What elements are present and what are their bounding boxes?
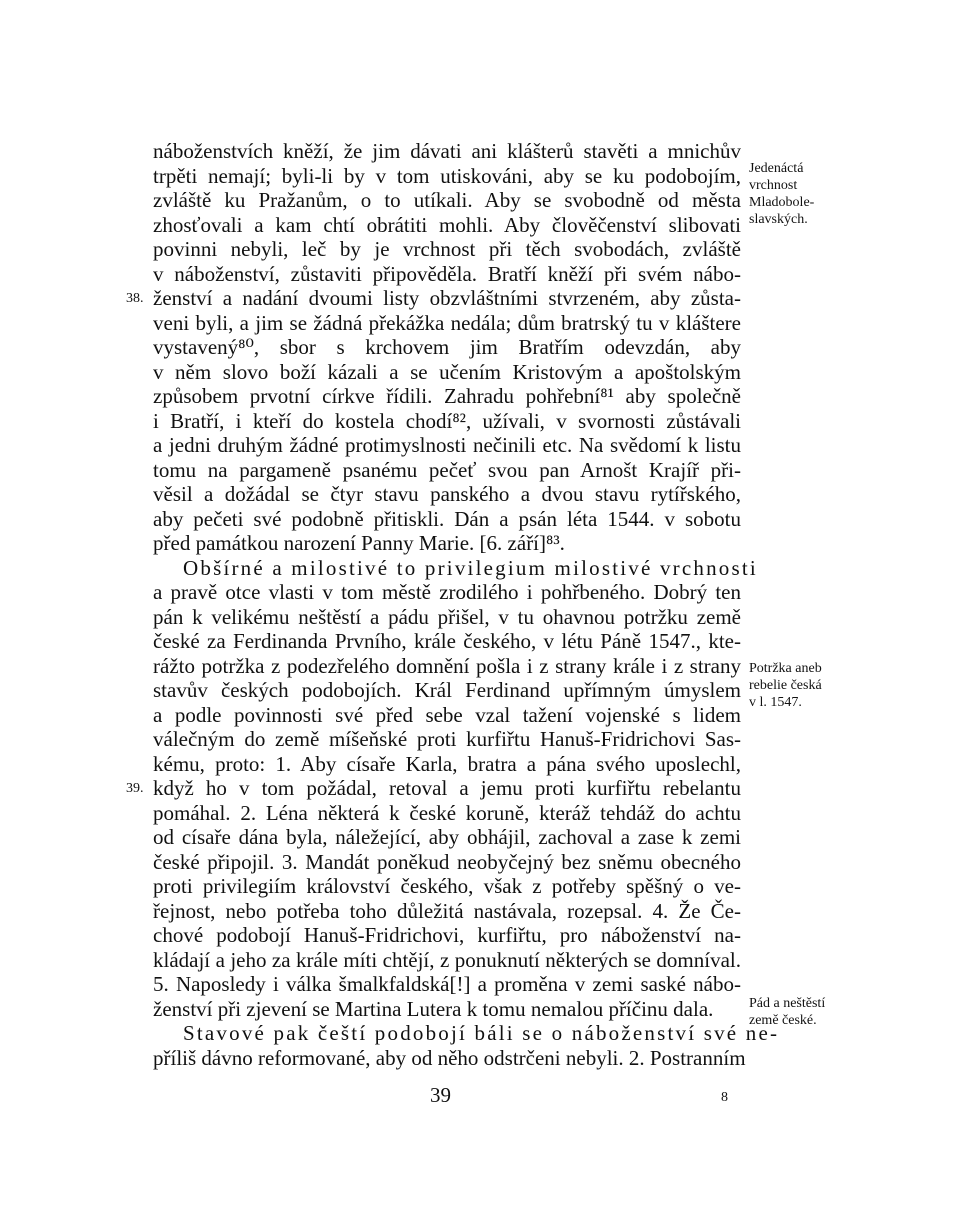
line-number: 38. — [126, 291, 144, 306]
text-line: způsobem prvotní církve řídili. Zahradu pohřební⁸¹ aby společně — [153, 384, 741, 408]
text-line: Stavové pak čeští podobojí báli se o náboženství své ne- — [183, 1021, 780, 1045]
text-line: aby pečeti své podobně přitiskli. Dán a psán léta 1544. v sobotu — [153, 506, 741, 531]
text-line: vystavený⁸⁰, sbor s krchovem jim Bratřím odevzdán, aby — [153, 335, 741, 359]
text-line: ženství při zjevení se Martina Lutera k tomu nemalou příčinu dala. — [153, 996, 714, 1021]
text-line: chové podobojí Hanuš-Fridrichovi, kurfiřtu, pro náboženství na- — [153, 923, 741, 947]
text-line: stavův českých podobojích. Král Ferdinand upřímným úmyslem — [153, 678, 741, 702]
text-line: a jedni druhým žádné protimyslnosti nečinili etc. Na svědomí k listu — [153, 433, 741, 457]
margin-note-1: Jedenáctá vrchnost Mladobole- slavských. — [749, 161, 815, 227]
text-line: pán k velikému neštěstí a pádu přišel, v tu ohavnou potržku země — [153, 604, 741, 629]
line-number: 39. — [126, 781, 144, 796]
text-line: v náboženství, zůstaviti připověděla. Bratří kněží při svém nábo- — [153, 261, 741, 286]
text-line: náboženstvích kněží, že jim dávati ani klášterů stavěti a mnichův — [153, 139, 741, 163]
text-line: řejnost, nebo potřeba toho důležitá nastávala, rozepsal. 4. Že Če- — [153, 898, 741, 923]
text-line: a pravě otce vlasti v tom městě zrodilého i pohřbeného. Dobrý ten — [153, 580, 741, 604]
text-line: když ho v tom požádal, retoval a jemu proti kurfiřtu rebelantu — [153, 776, 741, 800]
text-line: v něm slovo boží kázali a se učením Kristovým a apoštolským — [153, 359, 741, 384]
text-line: zhosťovali a kam chtí obrátiti mohli. Aby člověčenství slibovati — [153, 212, 741, 237]
text-line: ženství a nadání dvoumi listy obzvláštními stvrzeném, aby zůsta- — [153, 286, 741, 310]
text-line: příliš dávno reformované, aby od něho odstrčeni nebyli. 2. Postranním — [153, 1045, 746, 1070]
text-line: 5. Naposledy i válka šmalkfaldská[!] a proměna v zemi saské nábo- — [153, 972, 741, 996]
text-line: před památkou narození Panny Marie. [6. září]⁸³. — [153, 531, 565, 555]
text-line: tomu na pargameně psanému pečeť svou pan Arnošt Krajíř při- — [153, 457, 741, 482]
text-line: Obšírné a milostivé to privilegium milostivé vrchnosti — [183, 555, 758, 580]
text-line: rážto potržka z podezřelého domnění pošla i z strany krále i z strany — [153, 653, 741, 678]
margin-note-3: Pád a neštěstí země české. — [749, 996, 826, 1028]
text-line: kému, proto: 1. Aby císaře Karla, bratra a pána svého uposlechl, — [153, 751, 741, 776]
text-line: věsil a dožádal se čtyr stavu panského a dvou stavu rytířského, — [153, 482, 741, 506]
text-line: veni byli, a jim se žádná překážka nedála; dům bratrský tu v kláštere — [153, 310, 741, 335]
page-number: 39 — [430, 1083, 451, 1107]
margin-note-2: Potržka aneb rebelie česká v l. 1547. — [749, 661, 822, 710]
text-line: proti privilegiím království českého, však z potřeby spěšný o ve- — [153, 874, 741, 898]
text-line: povinni nebyli, leč by je vrchnost při těch svobodách, zvláště — [153, 237, 741, 261]
text-line: české připojil. 3. Mandát poněkud neobyčejný bez sněmu obecného — [153, 849, 741, 874]
text-line: kládají a jeho za krále míti chtějí, z ponuknutí některých se domníval. — [153, 947, 741, 972]
signature-mark: 8 — [721, 1090, 728, 1105]
body-text — [153, 139, 780, 1070]
text-line: válečným do země míšeňské proti kurfiřtu Hanuš-Fridrichovi Sas- — [153, 727, 741, 751]
text-line: pomáhal. 2. Léna některá k české koruně, kteráž tehdáž do achtu — [153, 800, 741, 825]
text-line: od císaře dána byla, náležející, aby obhájil, zachoval a zase k zemi — [153, 825, 741, 849]
text-line: české za Ferdinanda Prvního, krále českého, v létu Páně 1547., kte- — [153, 629, 741, 653]
text-line: i Bratří, i kteří do kostela chodí⁸², užívali, v svornosti zůstávali — [153, 408, 741, 433]
text-line: zvláště ku Pražanům, o to utíkali. Aby se svobodně od města — [153, 188, 741, 212]
text-line: a podle povinnosti své před sebe vzal tažení vojenské s lidem — [153, 702, 741, 727]
text-line: trpěti nemají; byli-li by v tom utiskováni, aby se ku podobojím, — [153, 163, 741, 188]
